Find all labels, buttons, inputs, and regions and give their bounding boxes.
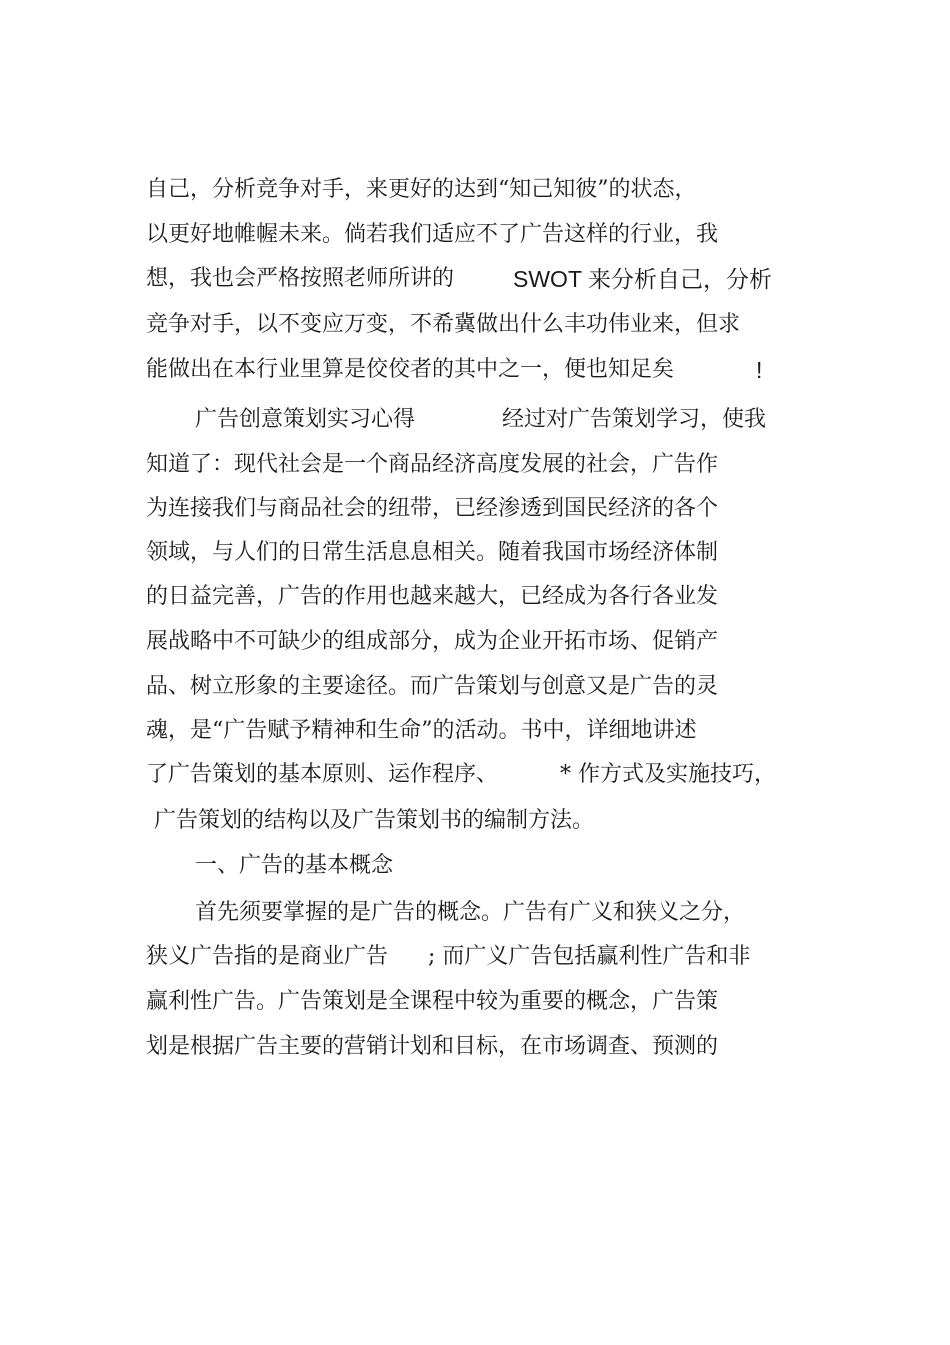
text-segment: 为连接我们与商品社会的纽带，已经渗透到国民经济的各个 [146, 496, 719, 521]
text-segment: 品、树立形象的主要途径。而广告策划与创意又是广告的灵 [146, 674, 719, 699]
text-segment: 展战略中不可缺少的组成部分，成为企业开拓市场、促销产 [146, 629, 719, 654]
text-segment: 领域，与人们的日常生活息息相关。随着我国市场经济体制 [146, 540, 719, 565]
text-segment: 自己，分析竞争对手，来更好的达到“知己知彼”的状态， [146, 177, 697, 202]
text-segment: 竞争对手，以不变应万变，不希冀做出什么丰功伟业来，但求 [146, 312, 741, 337]
text-segment: ; 而广义广告包括赢利性广告和非 [428, 944, 751, 969]
text-segment: 经过对广告策划学习，使我 [502, 407, 767, 432]
text-segment: * 作方式及实施技巧， [560, 762, 776, 787]
text-segment: 的日益完善，广告的作用也越来越大，已经成为各行各业发 [146, 584, 719, 609]
text-segment: 了广告策划的基本原则、运作程序、 [146, 762, 499, 787]
text-segment: 能做出在本行业里算是佼佼者的其中之一，便也知足矣 [146, 357, 675, 382]
text-segment: 赢利性广告。广告策划是全课程中较为重要的概念，广告策 [146, 989, 719, 1014]
text-segment: 知道了：现代社会是一个商品经济高度发展的社会，广告作 [146, 452, 719, 477]
text-segment: SWOT 来分析自己，分析 [513, 266, 772, 292]
text-segment: 一、广告的基本概念 [195, 853, 394, 878]
text-segment: 划是根据广告主要的营销计划和目标，在市场调查、预测的 [146, 1034, 719, 1059]
text-segment: 魂，是“广告赋予精神和生命”的活动。书中，详细地讲述 [146, 718, 697, 743]
text-segment: 狭义广告指的是商业广告 [146, 944, 389, 969]
text-segment: 首先须要掌握的是广告的概念。广告有广义和狭义之分， [195, 900, 746, 925]
text-segment: 以更好地帷幄未来。倘若我们适应不了广告这样的行业，我 [146, 222, 719, 247]
text-segment: 广告策划的结构以及广告策划书的编制方法。 [154, 808, 595, 833]
text-segment: 想，我也会严格按照老师所讲的 [146, 266, 455, 291]
text-segment: 广告创意策划实习心得 [195, 407, 416, 432]
text-segment: ! [756, 357, 763, 383]
